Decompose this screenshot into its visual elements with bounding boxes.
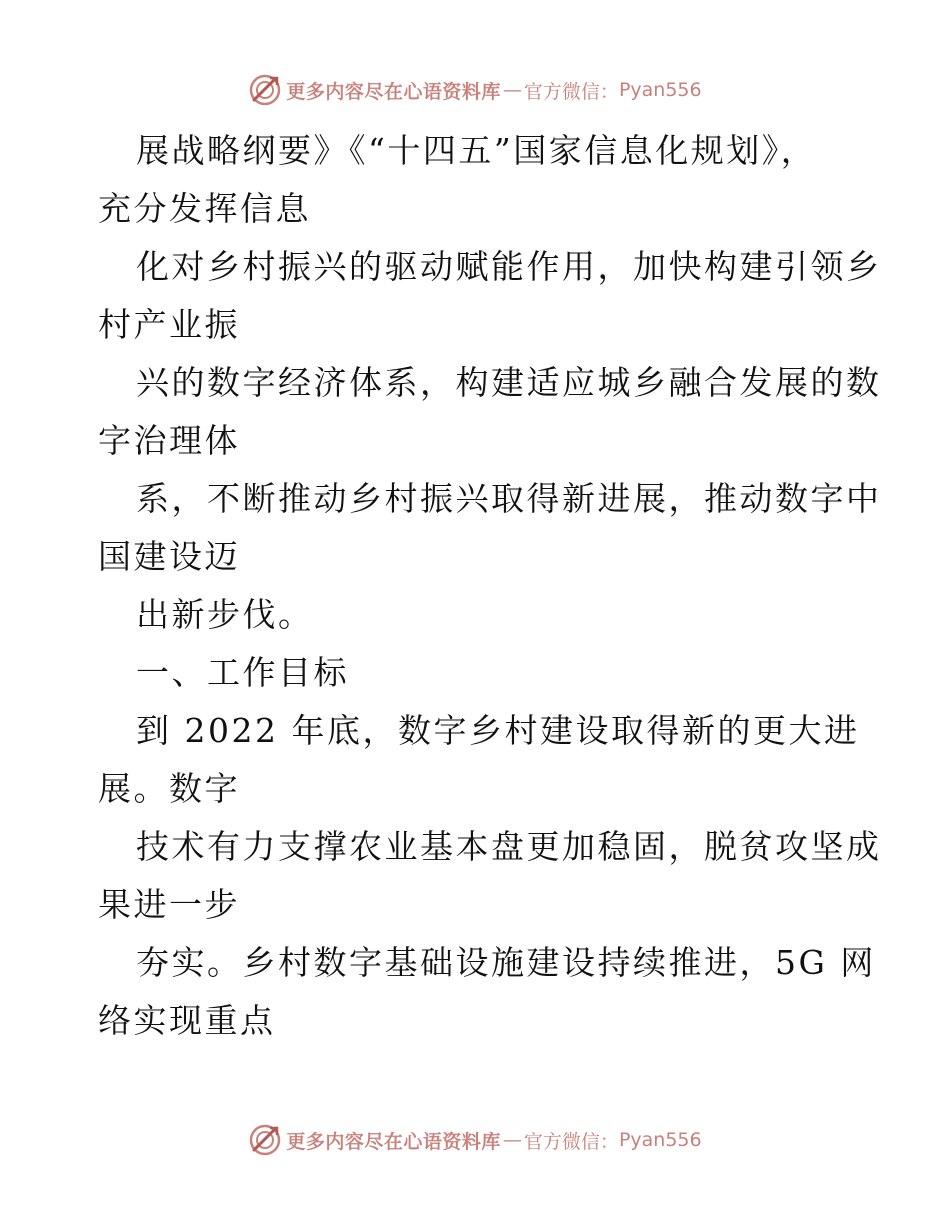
text-line: 充分发挥信息 <box>98 189 311 228</box>
section-heading: 一、工作目标 <box>136 653 349 692</box>
footer-wechat-label: 官方微信： <box>523 1130 619 1153</box>
document-body <box>98 122 882 1050</box>
header-wechat-label: 官方微信： <box>523 80 619 103</box>
brand-logo-icon <box>248 1123 282 1157</box>
text-line: 果进一步 <box>98 885 240 924</box>
footer-dash: — <box>502 1129 522 1151</box>
text-line: 展战略纲要》《“十四五”国家信息化规划》， <box>136 131 817 170</box>
footer-banner <box>0 1120 950 1160</box>
text-line: 展。数字 <box>98 769 240 808</box>
text-line: 夯实。乡村数字基础设施建设持续推进，5G 网 <box>136 943 876 982</box>
brand-logo-icon <box>248 73 282 107</box>
header-banner <box>0 70 950 110</box>
text-line: 到 2022 年底，数字乡村建设取得新的更大进 <box>136 711 860 750</box>
text-line: 系，不断推动乡村振兴取得新进展，推动数字中 <box>136 479 882 518</box>
footer-wechat-id: Pyan556 <box>618 1129 702 1151</box>
text-line: 化对乡村振兴的驱动赋能作用，加快构建引领乡 <box>136 247 882 286</box>
text-line: 字治理体 <box>98 421 240 460</box>
text-line: 出新步伐。 <box>136 595 314 634</box>
text-line: 国建设迈 <box>98 537 240 576</box>
text-line: 村产业振 <box>98 305 240 344</box>
text-line: 技术有力支撑农业基本盘更加稳固，脱贫攻坚成 <box>136 827 882 866</box>
text-line: 兴的数字经济体系，构建适应城乡融合发展的数 <box>136 363 882 402</box>
footer-site-name: 更多内容尽在心语资料库 <box>286 1130 501 1153</box>
header-wechat-id: Pyan556 <box>618 79 702 101</box>
text-line: 络实现重点 <box>98 1001 276 1040</box>
header-site-name: 更多内容尽在心语资料库 <box>286 80 501 103</box>
header-dash: — <box>502 79 522 101</box>
